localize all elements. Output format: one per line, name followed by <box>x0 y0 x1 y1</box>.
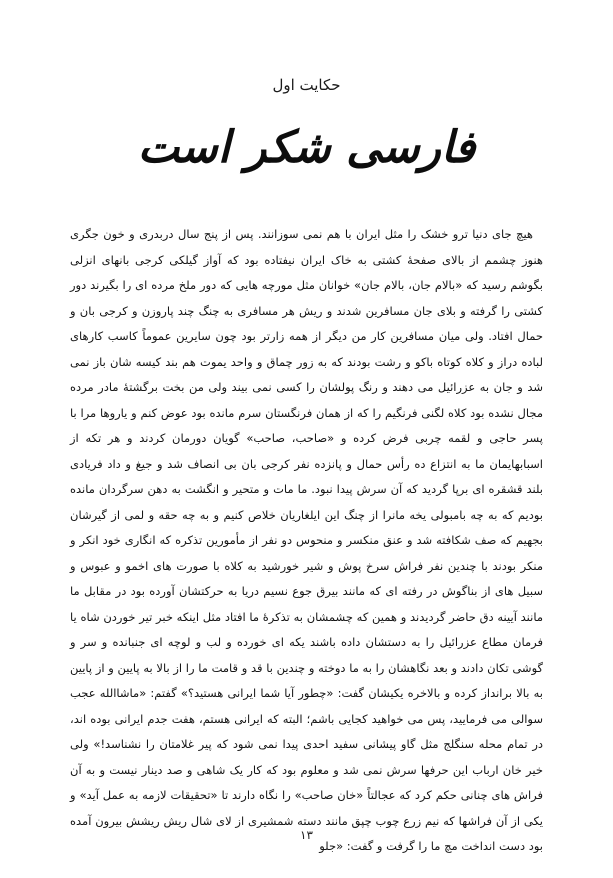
chapter-label: حکایت اول <box>272 76 341 94</box>
chapter-title: فارسی شکر است <box>137 122 476 173</box>
body-text <box>70 222 543 860</box>
body-paragraph: هیچ جای دنیا ترو خشک را مثل ایران با هم نمی سوزانند. پس از پنج سال دربدری و خون جگری هنوز چشمم از بالای صفحهٔ کشتی به خاک ایران نیفتاده بود که آواز گیلکی کرجی بانهای انزلی بگوشم رسید که «بالام جان، بالام جان» خوانان مثل مورچه هایی که دور ملخ مرده ای را بگیرند دور کشتی را گرفته و بلای جان مسافرین شدند و ریش هر مسافری به چنگ چند پاروزن و کرجی بان و حمال افتاد. ولی میان مسافرین کار من دیگر از همه زارتر بود چون سایرین عموماً کاسب کارهای لباده دراز و کلاه کوتاه باکو و رشت بودند که به زور چماق و واحد یموت هم بند کیسه شان باز نمی شد و جان به عزرائیل می دهند و رنگ پولشان را کسی نمی بیند ولی من بخت برگشتهٔ مادر مرده مجال نشده بود کلاه لگنی فرنگیم را که از همان فرنگستان سرم مانده بود عوض کنم و یاروها مرا با پسر حاجی و لقمه چربی فرض کرده و «صاحب، صاحب» گویان دورمان کردند و هر تکه از اسبابهایمان ما به انتزاع ده رأس حمال و پانزده نفر کرجی بان بی انصاف شد و جیغ و داد فریادی بلند قشقره ای برپا گردید که آن سرش پیدا نبود. ما مات و متحیر و انگشت به دهن سرگردان مانده بودیم که به چه بامبولی یخه مانرا از چنگ این ایلغاریان خلاص کنیم و به چه حقه و لمی از گیرشان بجهیم که صف شکافته شد و عنق منکسر و منحوس دو نفر از مأمورین تذکره که انگاری خود انکر و منکر بودند با چندین نفر فراش سرخ پوش و شیر خورشید به کلاه با صورت های اخمو و عبوس و سبیل های از بناگوش در رفته ای که مانند بیرق جوع نسیم دریا به حرکتشان آورده بود در مقابل ما مانند آیینه دق حاضر گردیدند و همین که چشمشان به تذکرهٔ ما افتاد مثل اینکه خبر تیر خوردن شاه یا فرمان مطاع عزرائیل را به دستشان داده باشند یکه ای خورده و لب و لوچه ای جنبانده و سر و گوشی تکان دادند و بعد نگاهشان را به ما دوخته و چندین با قد و قامت ما را از بالا به پایین و از پایین به بالا برانداز کرده و بالاخره یکیشان گفت: «چطور آیا شما ایرانی هستید؟» گفتم: «ماشاالله عجب سوالی می فرمایید، پس می خواهید کجایی باشم؛ البته که ایرانی هستم، هفت جدم ایرانی بوده اند، در تمام محله سنگلج مثل گاو پیشانی سفید احدی پیدا نمی شود که پیر غلامتان را نشناسد!» ولی خیر خان ارباب این حرفها سرش نمی شد و معلوم بود که کار یک شاهی و صد دینار نیست و به آن فراش های چنانی حکم کرد که عجالتاً «خان صاحب» را نگاه دارند تا «تحقیقات لازمه به عمل آید» و یکی از آن فراشها که نیم زرع چوب چپق مانند دسته شمشیری از لای شال ریش ریشش بیرون آمده بود دست انداخت مچ ما را گرفت و گفت: «جلو <box>70 227 543 853</box>
page-number: ١٣ <box>300 828 313 842</box>
